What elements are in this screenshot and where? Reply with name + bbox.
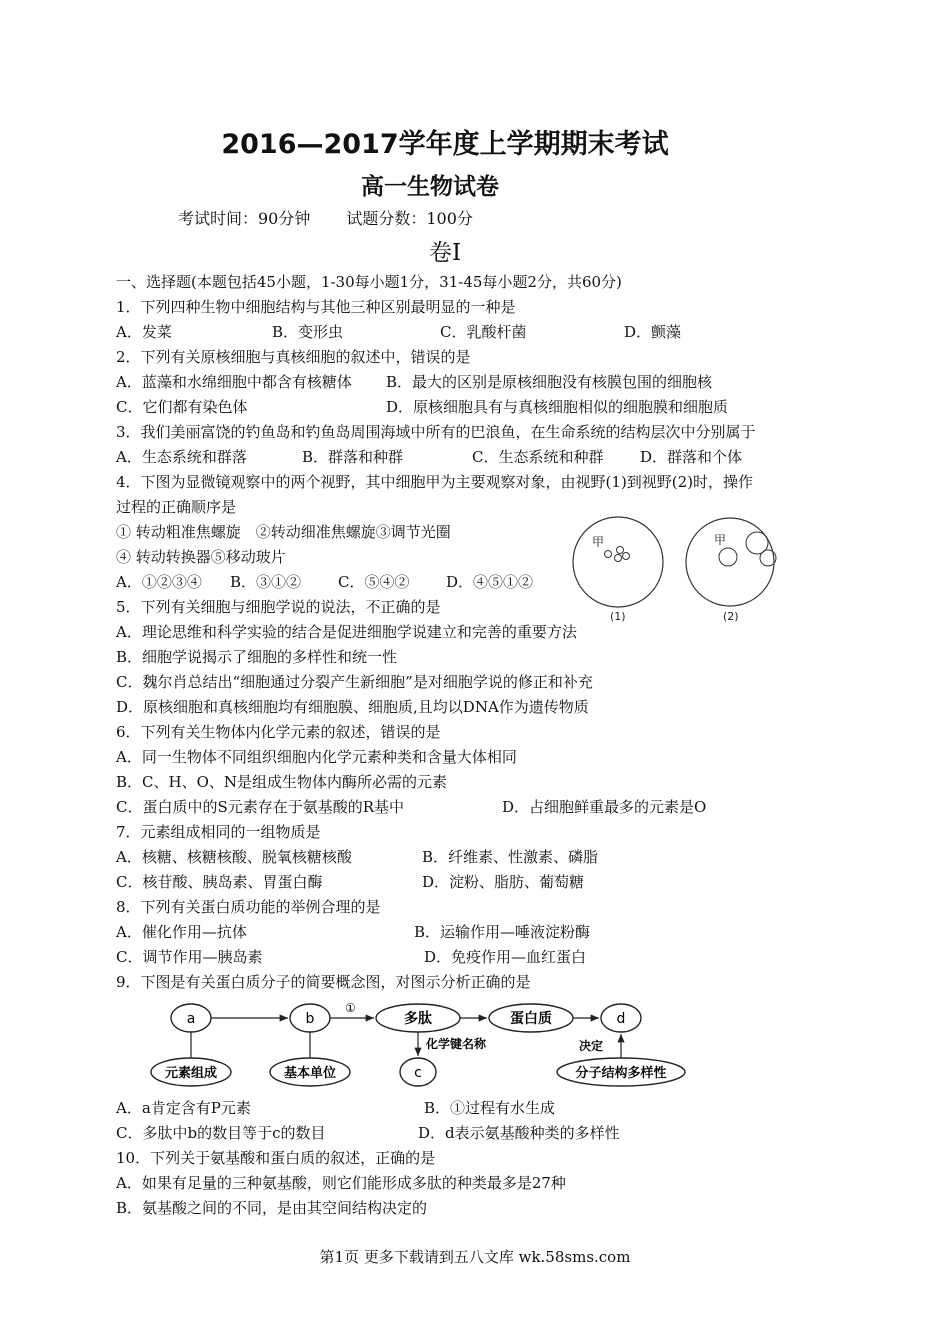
q5-option-b: B．细胞学说揭示了细胞的多样性和统一性 — [116, 648, 398, 666]
q3-option-c: C．生态系统和种群 — [472, 448, 604, 466]
q5-option-a: A．理论思维和科学实验的结合是促进细胞学说建立和完善的重要方法 — [116, 623, 577, 641]
q6-option-d: D．占细胞鲜重最多的元素是O — [502, 798, 707, 816]
q9-stem: 9．下图是有关蛋白质分子的简要概念图，对图示分析正确的是 — [116, 973, 531, 991]
q6-option-c: C．蛋白质中的S元素存在于氨基酸的R基中 — [116, 798, 405, 816]
node-b — [290, 1004, 330, 1032]
q7-option-c: C．核苷酸、胰岛素、胃蛋白酶 — [116, 873, 323, 891]
cell-a-1 — [605, 551, 612, 558]
field-of-view-1 — [573, 517, 663, 623]
q8-option-b: B．运输作用—唾液淀粉酶 — [414, 923, 591, 941]
q7-option-b: B．纤维素、性激素、磷脂 — [422, 848, 599, 866]
q10-option-b: B．氨基酸之间的不同，是由其空间结构决定的 — [116, 1199, 428, 1217]
microscope-fields-figure — [560, 512, 790, 627]
q3-option-d: D．群落和个体 — [640, 448, 743, 466]
q3-stem: 3．我们美丽富饶的钓鱼岛和钓鱼岛周围海域中所有的巴浪鱼，在生命系统的结构层次中分别属于 — [116, 423, 756, 441]
q8-option-a: A．催化作用—抗体 — [116, 923, 247, 941]
q2-option-b: B．最大的区别是原核细胞没有核膜包围的细胞核 — [386, 373, 713, 391]
exam-meta — [178, 206, 473, 229]
q1-option-a: A．发菜 — [116, 323, 172, 341]
q4-option-c: C．⑤④② — [338, 573, 410, 591]
q4-stem-line2: 过程的正确顺序是 — [116, 498, 237, 516]
q1-option-b: B．变形虫 — [272, 323, 344, 341]
view1-label: (1) — [610, 610, 626, 623]
q6-option-b: B．C、H、O、N是组成生物体内酶所必需的元素 — [116, 773, 448, 791]
q4-option-d: D．④⑤①② — [446, 573, 534, 591]
q4-stem-line1: 4．下图为显微镜观察中的两个视野，其中细胞甲为主要观察对象，由视野(1)到视野(2)时，操作 — [116, 473, 754, 491]
node-protein — [489, 1004, 573, 1032]
q8-option-c: C．调节作用—胰岛素 — [116, 948, 263, 966]
node-structural-diversity — [557, 1058, 685, 1086]
q2-option-a: A．蓝藻和水绵细胞中都含有核糖体 — [116, 373, 352, 391]
exam-title: 2016—2017学年度上学期期末考试 — [221, 129, 669, 160]
cell-c-1 — [623, 553, 630, 560]
svg-text:b: b — [305, 1011, 315, 1027]
q3-option-b: B．群落和种群 — [302, 448, 404, 466]
q7-option-a: A．核糖、核糖核酸、脱氧核糖核酸 — [116, 848, 352, 866]
exam-score: 试题分数：100分 — [346, 209, 473, 228]
node-element-composition — [151, 1058, 231, 1086]
q9-option-d: D．d表示氨基酸种类的多样性 — [418, 1124, 620, 1142]
q2-stem: 2．下列有关原核细胞与真核细胞的叙述中，错误的是 — [116, 348, 471, 366]
cell-b-1 — [617, 547, 624, 554]
q8-option-d: D．免疫作用—血红蛋白 — [424, 948, 587, 966]
node-basic-unit — [270, 1058, 350, 1086]
svg-text:蛋白质: 蛋白质 — [510, 1011, 552, 1027]
protein-concept-map — [145, 996, 705, 1090]
cell-d-1 — [615, 555, 622, 562]
svg-text:基本单位: 基本单位 — [283, 1066, 337, 1081]
q1-option-c: C．乳酸杆菌 — [440, 323, 527, 341]
q4-option-b: B．③①② — [230, 573, 302, 591]
q6-option-a: A．同一生物体不同组织细胞内化学元素种类和含量大体相同 — [116, 748, 517, 766]
q9-option-b: B．①过程有水生成 — [424, 1099, 556, 1117]
page-footer: 第1页 更多下载请到五八文库 wk.58sms.com — [319, 1248, 631, 1266]
q5-stem: 5．下列有关细胞与细胞学说的说法，不正确的是 — [116, 598, 441, 616]
q4-steps-line1: ① 转动粗准焦螺旋 ②转动细准焦螺旋③调节光圈 — [116, 523, 451, 541]
svg-text:c: c — [414, 1065, 422, 1081]
q5-option-c: C．魏尔肖总结出“细胞通过分裂产生新细胞”是对细胞学说的修正和补充 — [116, 673, 593, 691]
node-a — [171, 1004, 211, 1032]
q4-option-a: A．①②③④ — [116, 573, 202, 591]
q1-stem: 1．下列四种生物中细胞结构与其他三种区别最明显的一种是 — [116, 298, 516, 316]
section-heading: 一、选择题(本题包括45小题，1-30每小题1分，31-45每小题2分，共60分) — [116, 273, 622, 291]
determine-label: 决定 — [579, 1039, 604, 1053]
q5-option-d: D．原核细胞和真核细胞均有细胞膜、细胞质,且均以DNA作为遗传物质 — [116, 698, 589, 716]
q2-option-d: D．原核细胞具有与真核细胞相似的细胞膜和细胞质 — [386, 398, 729, 416]
q7-option-d: D．淀粉、脂肪、葡萄糖 — [422, 873, 585, 891]
view2-label: (2) — [723, 610, 739, 623]
q1-option-d: D．颤藻 — [624, 323, 682, 341]
svg-text:元素组成: 元素组成 — [164, 1066, 218, 1081]
svg-text:多肽: 多肽 — [404, 1011, 432, 1027]
q9-option-c: C．多肽中b的数目等于c的数目 — [116, 1124, 326, 1142]
q10-stem: 10．下列关于氨基酸和蛋白质的叙述，正确的是 — [116, 1149, 436, 1167]
svg-text:a: a — [186, 1011, 196, 1027]
q10-option-a: A．如果有足量的三种氨基酸，则它们能形成多肽的种类最多是27种 — [116, 1174, 566, 1192]
bond-name-label: 化学键名称 — [426, 1037, 487, 1051]
q9-option-a: A．a肯定含有P元素 — [116, 1099, 251, 1117]
cell-a-2 — [719, 548, 737, 566]
q4-steps-line2: ④ 转动转换器⑤移动玻片 — [116, 548, 286, 566]
cell-label-2: 甲 — [714, 533, 727, 547]
q7-stem: 7．元素组成相同的一组物质是 — [116, 823, 321, 841]
field-of-view-2 — [686, 518, 776, 623]
volume-heading: 卷Ⅰ — [428, 240, 462, 266]
node-c — [400, 1058, 436, 1086]
svg-text:d: d — [616, 1011, 626, 1027]
cell-label-1: 甲 — [592, 535, 605, 549]
q6-stem: 6．下列有关生物体内化学元素的叙述，错误的是 — [116, 723, 441, 741]
q3-option-a: A．生态系统和群落 — [116, 448, 247, 466]
node-polypeptide — [376, 1004, 460, 1032]
q2-option-c: C．它们都有染色体 — [116, 398, 248, 416]
exam-time: 考试时间：90分钟 — [178, 209, 311, 228]
q8-stem: 8．下列有关蛋白质功能的举例合理的是 — [116, 898, 381, 916]
step-1-label: ① — [345, 1001, 356, 1015]
paper-subtitle: 高一生物试卷 — [361, 174, 499, 200]
node-d — [601, 1004, 641, 1032]
svg-text:分子结构多样性: 分子结构多样性 — [575, 1066, 667, 1081]
